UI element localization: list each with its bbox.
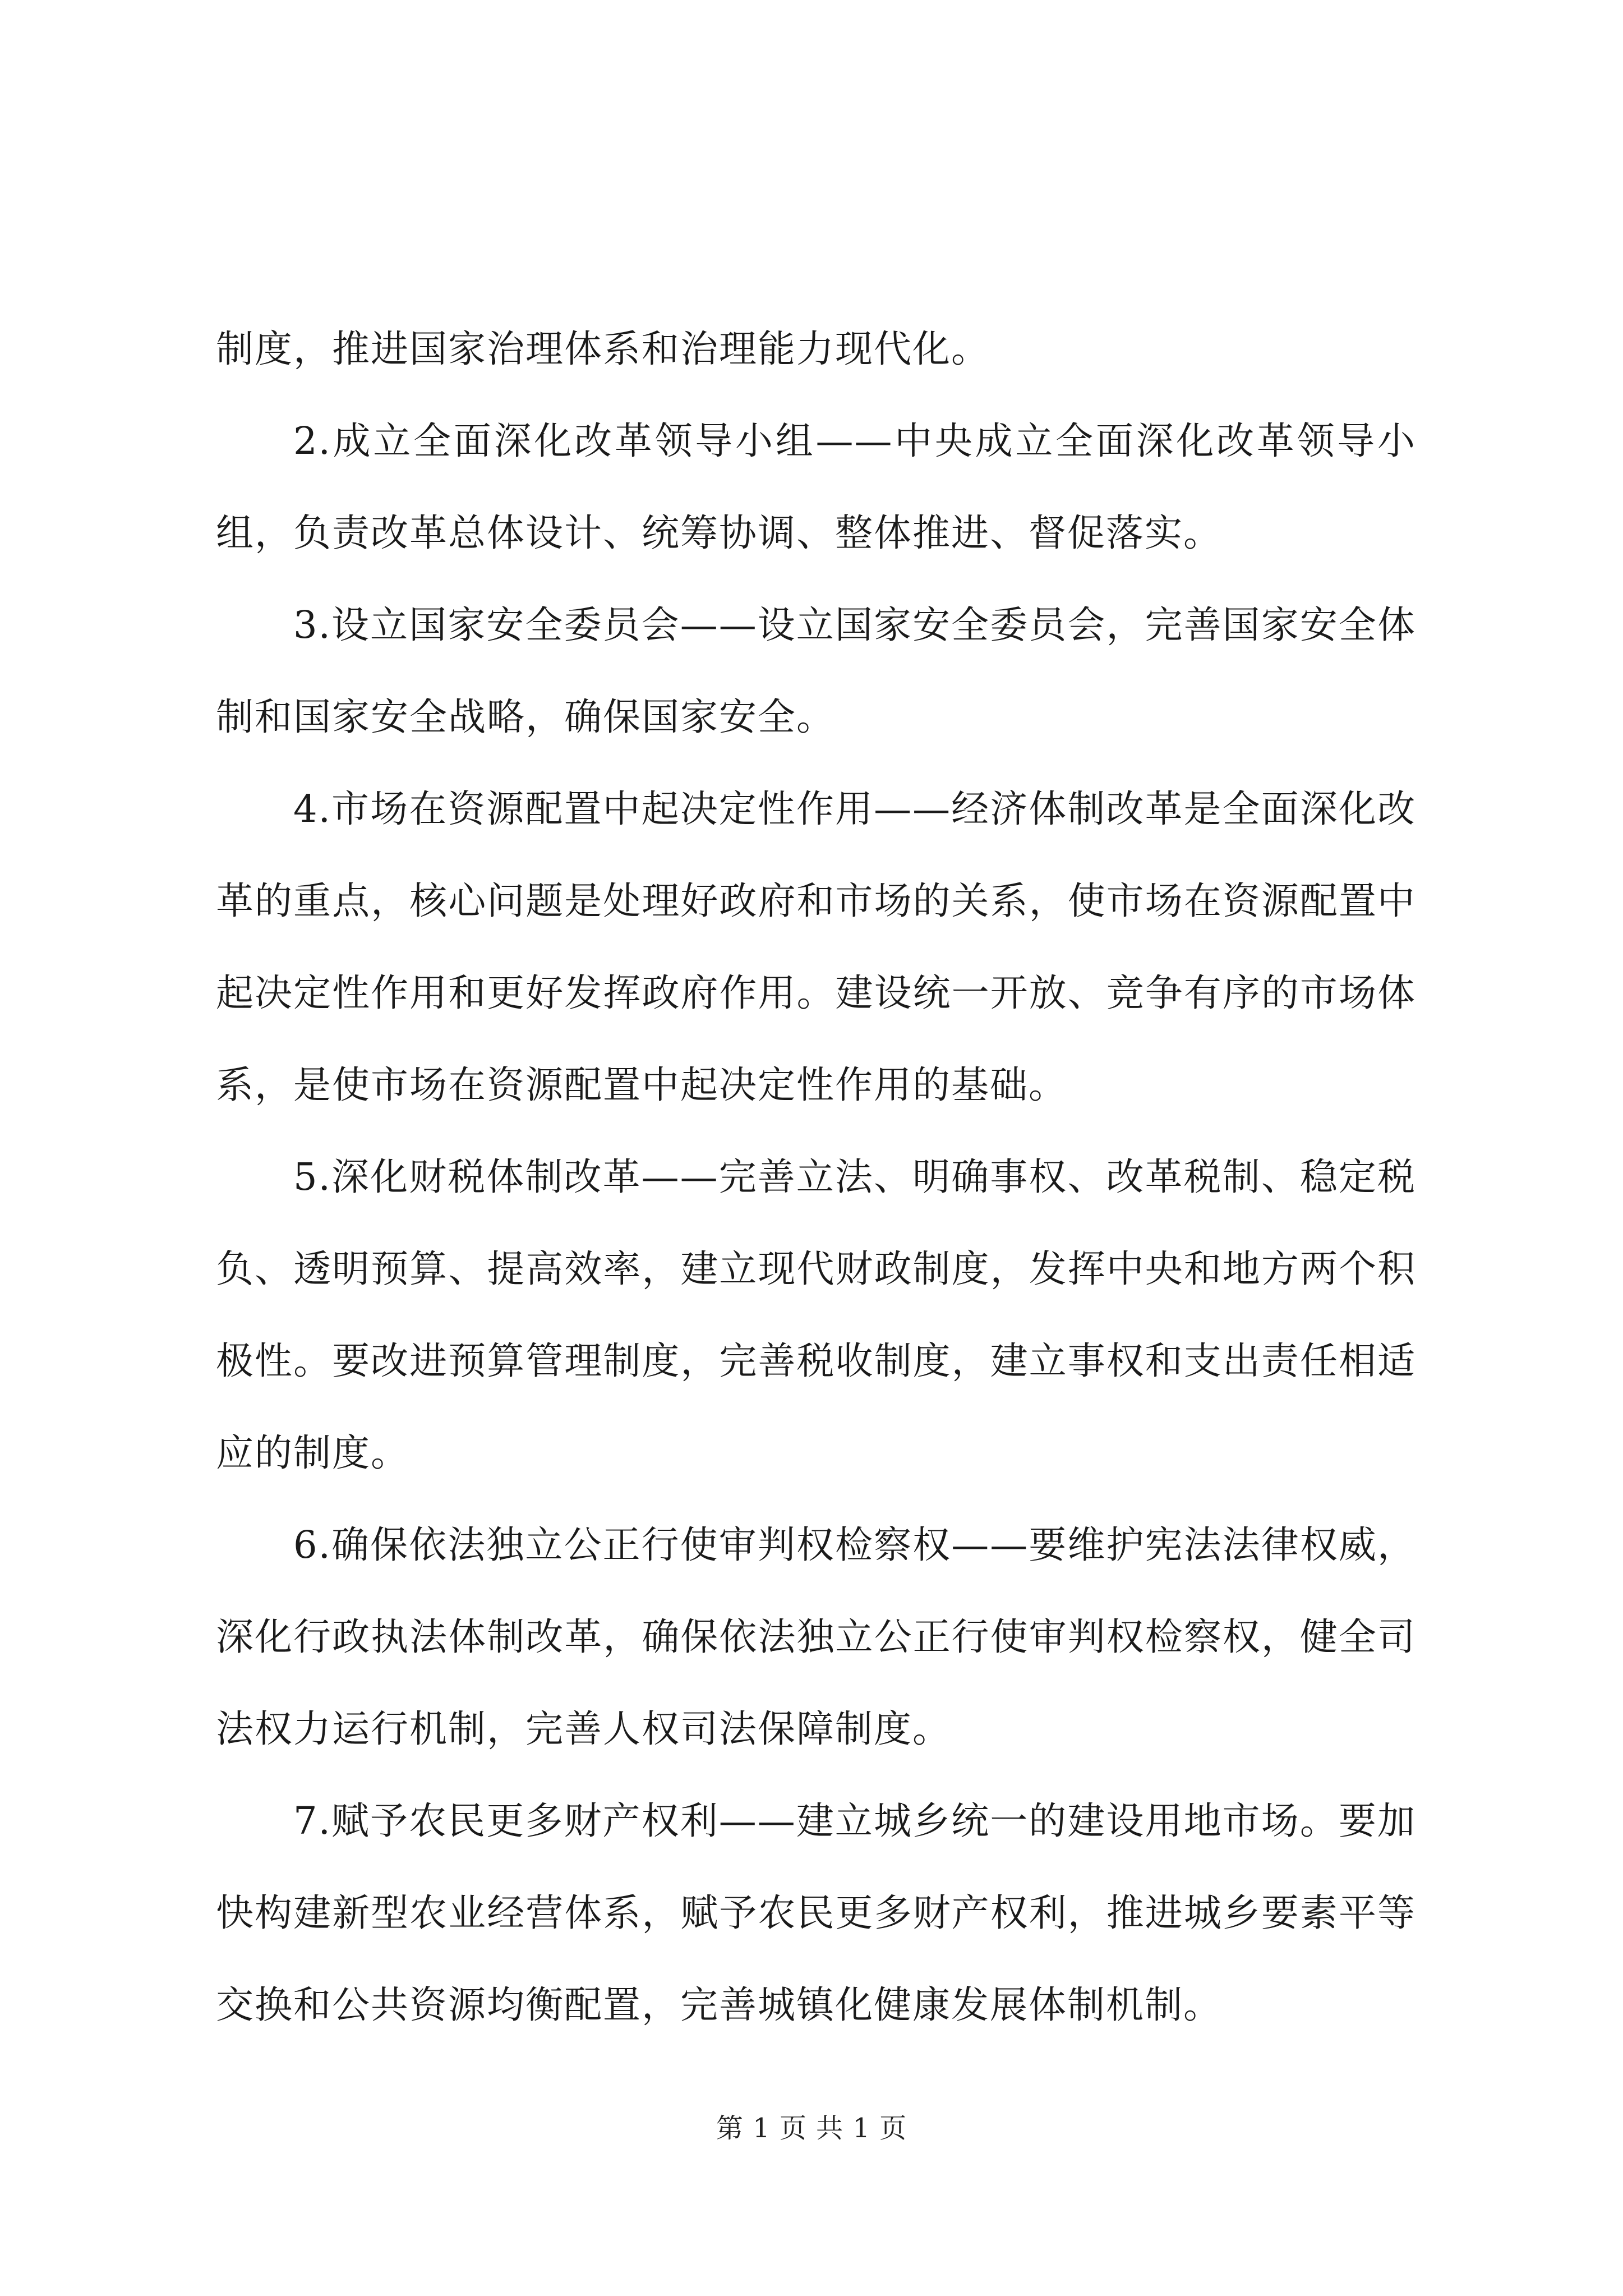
paragraph-continuation: 制度，推进国家治理体系和治理能力现代化。 <box>216 327 990 371</box>
paragraph-item-7: 7.赋予农民更多财产权利——建立城乡统一的建设用地市场。要加快构建新型农业经营体系，赋予农民更多财产权利，推进城乡要素平等交换和公共资源均衡配置，完善城镇化健康发展体制机制。 <box>216 1799 1416 2027</box>
paragraph-item-2: 2.成立全面深化改革领导小组——中央成立全面深化改革领导小组，负责改革总体设计、统筹协调、整体推进、督促落实。 <box>216 419 1416 555</box>
paragraph-item-4: 4.市场在资源配置中起决定性作用——经济体制改革是全面深化改革的重点，核心问题是处理好政府和市场的关系，使市场在资源配置中起决定性作用和更好发挥政府作用。建设统一开放、竞争有序的市场体系，是使市场在资源配置中起决定性作用的基础。 <box>216 787 1416 1107</box>
paragraph-item-6: 6.确保依法独立公正行使审判权检察权——要维护宪法法律权威，深化行政执法体制改革，确保依法独立公正行使审判权检察权，健全司法权力运行机制，完善人权司法保障制度。 <box>216 1523 1416 1751</box>
paragraph-item-5: 5.深化财税体制改革——完善立法、明确事权、改革税制、稳定税负、透明预算、提高效率，建立现代财政制度，发挥中央和地方两个积极性。要改进预算管理制度，完善税收制度，建立事权和支出责任相适应的制度。 <box>216 1155 1416 1475</box>
paragraph-item-3: 3.设立国家安全委员会——设立国家安全委员会，完善国家安全体制和国家安全战略，确保国家安全。 <box>216 603 1416 739</box>
page-number-footer: 第 1 页 共 1 页 <box>716 2113 907 2144</box>
document-body <box>216 303 1416 2051</box>
